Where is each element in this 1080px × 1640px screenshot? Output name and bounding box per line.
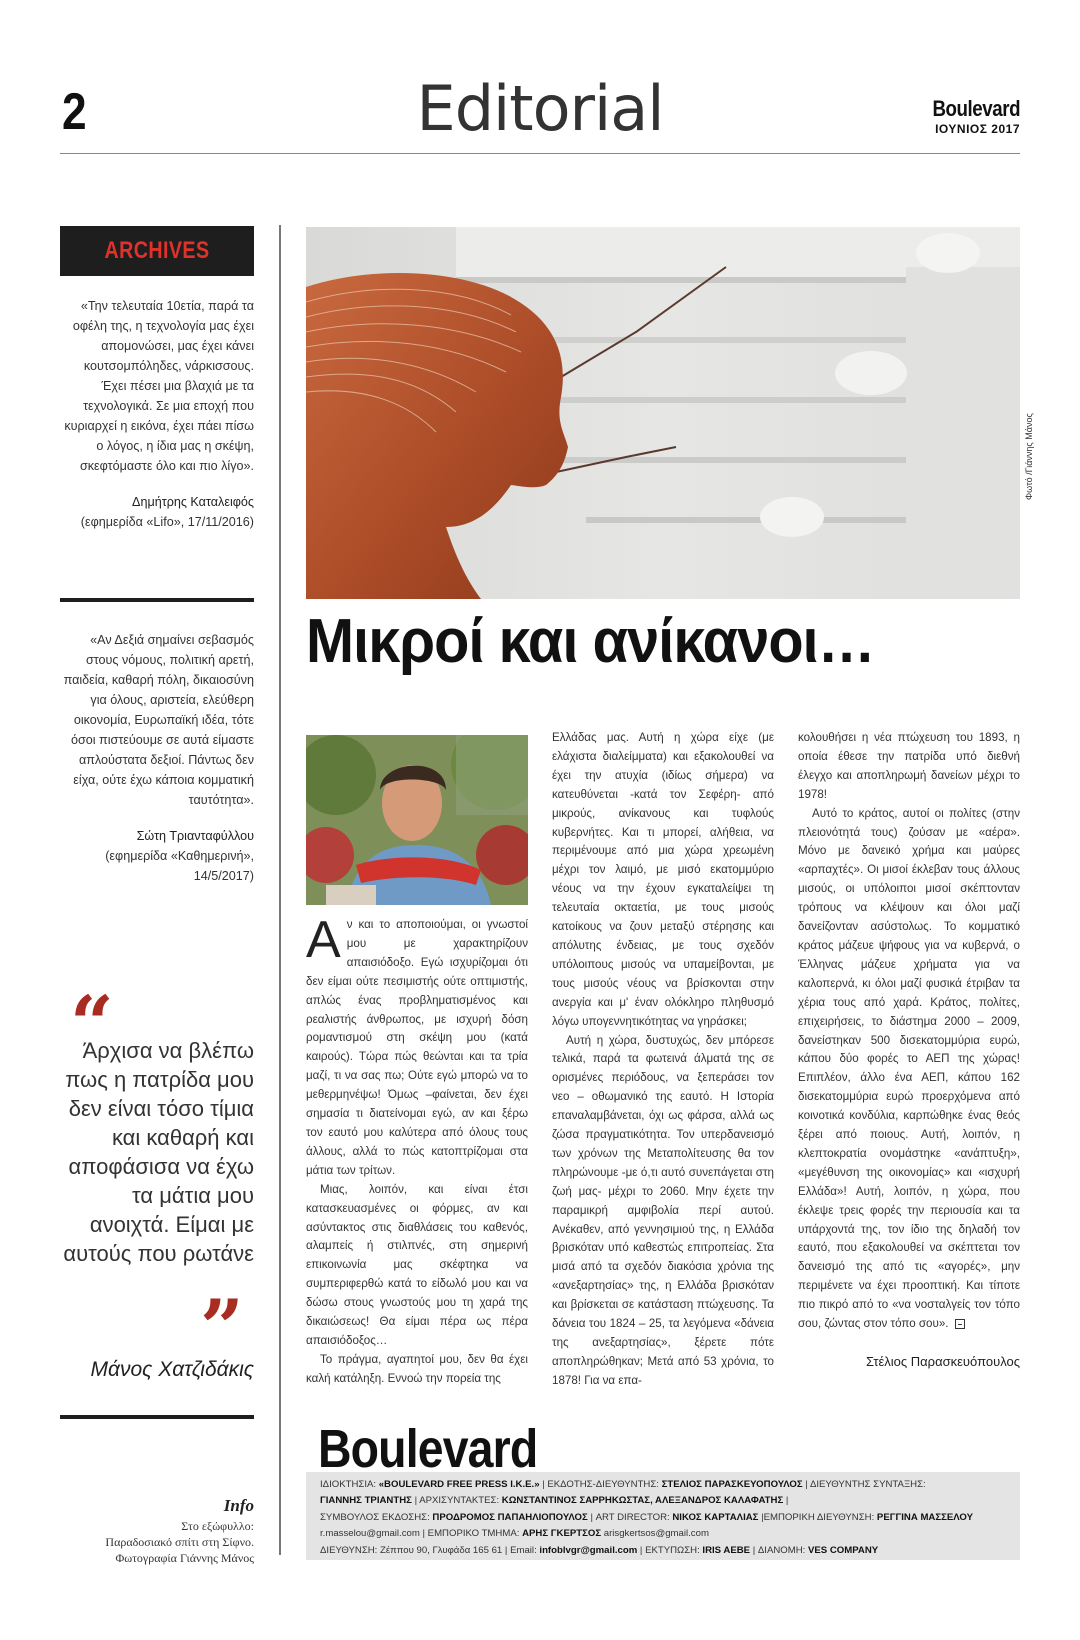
imprint-line: ΣΥΜΒΟΥΛΟΣ ΕΚΔΟΣΗΣ: ΠΡΟΔΡΟΜΟΣ ΠΑΠΑΗΛΙΟΠΟΥΛΟΣ | ART DIRECTOR: ΝΙΚΟΣ ΚΑΡΤΑΛΙΑΣ |ΕΜΠΟΡΙΚΗ ΔΙΕΥΘΥΝΣΗ: ΡΕΓΓΙΝΑ ΜΑΣΣΕΛΟΥ: [320, 1511, 974, 1523]
paragraph: ν και το αποποιούμαι, οι γνωστοί μου με χαρακτηρίζουν απαισιόδοξο. Εγώ ισχυρίζομαι ότι δεν είμαι ούτε πεσιμιστής ούτε οπτιμιστής, απλώς ένας προβληματισμένος και ρεαλιστής άνθρωπος, με ισχυρή δόση ρομαντισμού στη σκέψη μου (κατά καιρούς). Τώρα πώς θεώνται και τα τρία μαζί, τι να σας πω; Ούτε εγώ μπορώ να το μεθερμηνέψω! Όμως –φαίνεται, δεν έχει σημασία τι διατείνομαι εγώ, αν και ξέρω τον εαυτό μου καλύτερα από όλους τους άλλους, αλλά το πώς κατοπτρίζομαι στα μάτια των τρίτων.: [306, 918, 528, 1177]
pull-quote: Άρχισα να βλέπω πως η πατρίδα μου δεν είναι τόσο τίμια και καθαρή και αποφάσισα να έχω τα μάτια μου ανοιχτά. Είμαι με αυτούς που ρωτάνε: [63, 1038, 254, 1266]
close-quote-icon: ”: [200, 1283, 244, 1372]
info-title: Info: [223, 1496, 254, 1515]
photo-credit: Φωτό /Γιάννης Μάνος: [1024, 413, 1034, 500]
section-title: Editorial: [416, 72, 664, 145]
column-divider: [279, 225, 281, 1555]
end-mark-icon: [955, 1319, 965, 1329]
info-line: Φωτογραφία Γιάννης Μάνος: [115, 1551, 254, 1565]
article-byline: Στέλιος Παρασκευόπουλος: [865, 1354, 1020, 1369]
header-divider: [60, 153, 1020, 154]
info-line: Στο εξώφυλλο:: [181, 1519, 254, 1533]
paragraph: Αυτή η χώρα, δυστυχώς, δεν μπόρεσε τελικά, παρά τα φωτεινά άλματά της σε ορισμένες περιόδους, να ξεπεράσει τον νεο – οθωμανικό της εαυτό. Η Ιστορία επαναλαμβάνεται, όχι ως φάρσα, αλλά ως ζώσα πραγματικότητα. Τον υπερδανεισμό των χρόνων της Μεταπολίτευσης θα τον πληρώνουμε -με ό,τι αυτό συνεπάγεται στη ζωή μας- μέχρι το 2060. Μην έχετε την παραμικρή αμφιβολία περί αυτού. Ανέκαθεν, από γεννησιμιού της, η Ελλάδα βρισκόταν υπό καθεστώς επιτροπείας. Στα μισά από τα σχεδόν διακόσια χρόνια της «ανεξαρτησίας» της, η Ελλάδα βρισκόταν και βρίσκεται σε κατάσταση πτώχευσης. Τα δάνεια του 1824 – 25, τα λεγόμενα «δάνεια της ανεξαρτησίας», ξέρετε πότε αποπληρώθηκαν; Μετά από 53 χρόνια, το 1878! Για να επα-: [552, 1033, 774, 1387]
archive-quote-1: [60, 296, 254, 532]
page-number: 2: [62, 83, 85, 141]
info-line: Παραδοσιακό σπίτι στη Σίφνο.: [105, 1535, 254, 1549]
quote-source: (εφημερίδα «Lifo», 17/11/2016): [80, 515, 254, 529]
imprint-line: ΙΔΙΟΚΤΗΣΙΑ: «BOULEVARD FREE PRESS I.K.E.» | ΕΚΔΟΤΗΣ-ΔΙΕΥΘΥΝΤΗΣ: ΣΤΕΛΙΟΣ ΠΑΡΑΣΚΕΥΟΠΟΥΛΟΣ | ΔΙΕΥΘΥΝΤΗΣ ΣΥΝΤΑΞΗΣ:: [320, 1479, 926, 1490]
imprint-box: [306, 1472, 1020, 1560]
info-box: [60, 1496, 254, 1566]
issue-date: ΙΟΥΝΙΟΣ 2017: [935, 122, 1020, 136]
author-portrait-image: [306, 735, 528, 905]
article-column-2: [552, 729, 774, 1391]
quote-source: (εφημερίδα «Καθημερινή», 14/5/2017): [105, 849, 254, 883]
quote-text: «Αν Δεξιά σημαίνει σεβασμός στους νόμους, πολιτική αρετή, παιδεία, καθαρή πόλη, δικαιοσύνη για όλους, αριστεία, ελεύθερη οικονομία, Ευρωπαϊκή ιδέα, τότε όσοι πιστεύουμε σε αυτά είμαστε απλούστατα δεξιοί. Πάντως δεν είχα, ούτε έχω κάποια κομματική ταυτότητα».: [63, 633, 254, 807]
drop-cap: Α: [306, 911, 341, 969]
imprint-line: ΔΙΕΥΘΥΝΣΗ: Ζέππου 90, Γλυφάδα 165 61 | Email: infoblvgr@gmail.com | ΕΚΤΥΠΩΣΗ: IRIS AEBE | ΔΙΑΝΟΜΗ: VES COMPANY: [320, 1544, 879, 1556]
sidebar-divider: [60, 1415, 254, 1419]
paragraph: Το πράγμα, αγαπητοί μου, δεν θα έχει καλή κατάληξη. Εννοώ την πορεία της: [306, 1352, 528, 1385]
quote-author: Δημήτρης Καταλειφός: [132, 495, 254, 509]
open-quote-icon: “: [70, 979, 114, 1068]
paragraph: Μιας, λοιπόν, και είναι έτσι κατασκευασμένες οι φόρμες, αν και ασύντακτος στις διαθλάσεις του καθενός, αλαμπείς ή στιλπνές, στη σημερινή επικοινωνία μας σκέφτηκα να συμπεριφερθώ κατά το είδωλό μου και να δώσω στους γνωστούς μου τη χαρά της δικαιώσεως! Θα είμαι πέρα ως πέρα απαισιόδοξος…: [306, 1182, 528, 1347]
quote-author: Σώτη Τριανταφύλλου: [136, 829, 254, 843]
sculpture-photo: [306, 227, 1020, 599]
footer-brand-logo: Boulevard: [318, 1422, 538, 1472]
article-headline: Μικροί και ανίκανοι…: [306, 607, 875, 676]
article-column-3: [798, 729, 1020, 1334]
sidebar-divider: [60, 598, 254, 602]
paragraph: Αυτό το κράτος, αυτοί οι πολίτες (στην πλειονότητά τους) ζούσαν με «αέρα». Μόνο με δανεικό χρήμα και μαύρες «αρπαχτές». Οι μισοί έκλεβαν τους άλλους μισούς, οι υπόλοιποι μισοί σκέπτονταν τρόπους να κλέψουν και όλοι μαζί δανείζονταν ασύστολως. Το κομματικό κράτος μάζευε ψήφους για να κυβερνά, ο Έλληνας μάζευε χρήματα για να καλοπερνά, κι όλοι μαζί φυσικά έτριβαν τα χέρια τους από χαρά. Κράτος, πολίτες, επιχειρήσεις, το διάστημα 2000 – 2009, δανείστηκαν 500 δισεκατομμύρια ευρώ, κάπου δύο φορές το ΑΕΠ της χώρας! Επιπλέον, άλλο ένα ΑΕΠ, κάπου 162 δισεκατομμύρια ευρώ προερχόμενα από κοινοτικά κονδύλια, καρπώθηκε ένας θεός ξέρει από ποιους. Αυτή, λοιπόν, η κλεπτοκρατία ονομάστηκε «ανάπτυξη», «μεγέθυνση της οικονομίας» και «ισχυρή Ελλάδα»! Αυτή, λοιπόν, η χώρα, που έκλεψε τρεις φορές την περιουσία και τα υπάρχοντά της, τον ίδιο της δηλαδή τον εαυτό, που εξακολουθεί να σκέπτεται τον δανεισμό της από τις «αγορές», μην περιμένετε να έχει προοπτική. Και τίποτε πιο πικρό από το «να νοσταλγείς τον τόπο σου, ζώντας στον τόπο σου».: [798, 806, 1020, 1331]
pull-quote-author: Μάνος Χατζιδάκις: [90, 1358, 254, 1381]
archives-label: ARCHIVES: [60, 226, 254, 276]
paragraph: κολουθήσει η νέα πτώχευση του 1893, η οποία έθεσε την πατρίδα υπό διεθνή έλεγχο και αποπληρωμή δανείων μέχρι το 1978!: [798, 731, 1020, 801]
masthead-small: [917, 96, 1020, 136]
article-column-1: [306, 911, 528, 1389]
paragraph: Ελλάδας μας. Αυτή η χώρα είχε (με ελάχιστα διαλείμματα) και εξακολουθεί να έχει την ατυχία (ιδίως σήμερα) να κατευθύνεται -κατά τον Σεφέρη- από μικρούς, ανίκανους και τυφλούς κυβερνήτες. Και τι μπορεί, αλήθεια, να περιμένουμε από μια χώρα χρεωμένη μέχρι τον λαιμό, με μισό εκατομμύριο νέους να την έχουν εγκαταλείψει τη τελευταία οκταετία, με τους μισούς κατοίκους να ζουν μεταξύ στέρησης και απόλυτης ένδειας, με τους σχεδόν υπόλοιπους μισούς να υπαμείβονται, με τους μισούς νέους να βρίσκονται στην ανεργία και μ' έναν ολόκληρο πληθυσμό λόγω υπογεννητικότητας να γηράσκει;: [552, 731, 774, 1028]
quote-text: «Την τελευταία 10ετία, παρά τα οφέλη της, η τεχνολογία μας έχει απομονώσει, μας έχει κάνει κουτσομπόληδες, νάρκισσους. Έχει πέσει μια βλαχιά με τα τεχνολογικά. Σε μια εποχή που κυριαρχεί η εικόνα, έχει πάει πίσω ο λόγος, η ίδια μας η σκέψη, σκεφτόμαστε όλο και πιο λίγο».: [64, 299, 254, 473]
sculpture-image: [306, 227, 1020, 599]
author-photo: [306, 735, 528, 905]
brand-logo: Boulevard: [932, 96, 1020, 121]
archive-quote-2: [60, 630, 254, 886]
imprint-line: r.masselou@gmail.com | ΕΜΠΟΡΙΚΟ ΤΜΗΜΑ: ΑΡΗΣ ΓΚΕΡΤΣΟΣ arisgkertsos@gmail.com: [320, 1528, 709, 1540]
imprint-line: ΓΙΑΝΝΗΣ ΤΡΙΑΝΤΗΣ | ΑΡΧΙΣΥΝΤΑΚΤΕΣ: ΚΩΝΣΤΑΝΤΙΝΟΣ ΣΑΡΡΗΚΩΣΤΑΣ, ΑΛΕΞΑΝΔΡΟΣ ΚΑΛΑΦΑΤΗΣ |: [320, 1495, 789, 1507]
